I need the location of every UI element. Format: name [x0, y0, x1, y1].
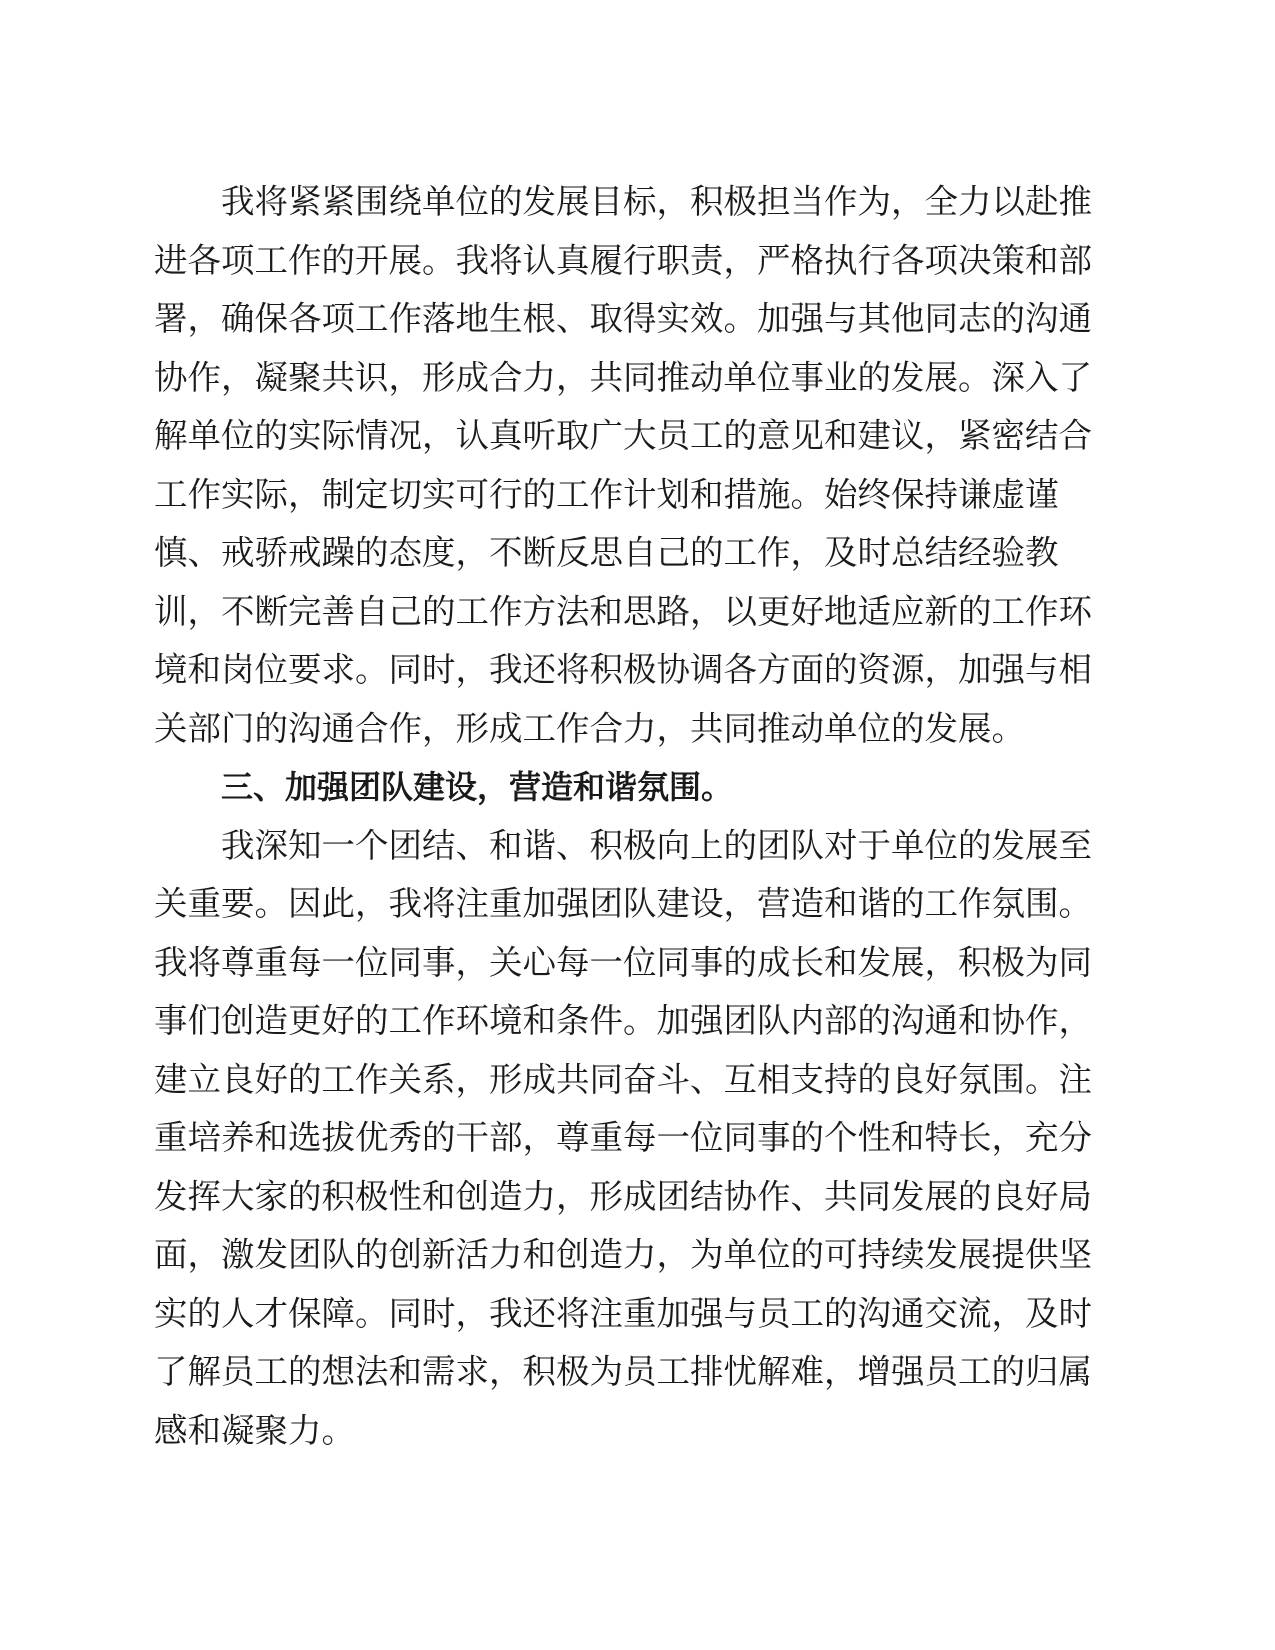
paragraph-line: 我将紧紧围绕单位的发展目标，积极担当作为，全力以赴推 [221, 182, 1092, 221]
paragraph-line: 署，确保各项工作落地生根、取得实效。加强与其他同志的沟通 [154, 299, 1092, 338]
paragraph-line: 我深知一个团结、和谐、积极向上的团队对于单位的发展至 [221, 825, 1092, 865]
paragraph-team-building [154, 817, 1092, 1461]
paragraph-line: 事们创造更好的工作环境和条件。加强团队内部的沟通和协作， [154, 1001, 1092, 1040]
section-heading: 三、加强团队建设，营造和谐氛围。 [221, 768, 734, 806]
paragraph-line: 重培养和选拔优秀的干部，尊重每一位同事的个性和特长，充分 [154, 1118, 1092, 1157]
paragraph-line: 感和凝聚力。 [154, 1410, 355, 1450]
paragraph-line: 慎、戒骄戒躁的态度，不断反思自己的工作，及时总结经验教 [154, 533, 1059, 572]
paragraph-line: 工作实际，制定切实可行的工作计划和措施。始终保持谦虚谨 [154, 474, 1059, 514]
paragraph-line: 了解员工的想法和需求，积极为员工排忧解难，增强员工的归属 [154, 1352, 1092, 1391]
paragraph-line: 关部门的沟通合作，形成工作合力，共同推动单位的发展。 [154, 708, 1025, 748]
paragraph-line: 我将尊重每一位同事，关心每一位同事的成长和发展，积极为同 [154, 942, 1092, 982]
paragraph-line: 发挥大家的积极性和创造力，形成团结协作、共同发展的良好局 [154, 1176, 1092, 1216]
paragraph-line: 训，不断完善自己的工作方法和思路，以更好地适应新的工作环 [154, 591, 1092, 631]
paragraph-line: 境和岗位要求。同时，我还将积极协调各方面的资源，加强与相 [154, 650, 1092, 689]
paragraph-line: 协作，凝聚共识，形成合力，共同推动单位事业的发展。深入了 [154, 357, 1092, 397]
document-page [154, 173, 1092, 1460]
paragraph-line: 解单位的实际情况，认真听取广大员工的意见和建议，紧密结合 [154, 416, 1092, 455]
paragraph-commitment [154, 173, 1092, 758]
paragraph-line: 面，激发团队的创新活力和创造力，为单位的可持续发展提供坚 [154, 1235, 1092, 1274]
paragraph-line: 关重要。因此，我将注重加强团队建设，营造和谐的工作氛围。 [154, 884, 1092, 923]
paragraph-line: 建立良好的工作关系，形成共同奋斗、互相支持的良好氛围。注 [154, 1059, 1092, 1099]
paragraph-line: 实的人才保障。同时，我还将注重加强与员工的沟通交流，及时 [154, 1293, 1092, 1333]
paragraph-line: 进各项工作的开展。我将认真履行职责，严格执行各项决策和部 [154, 240, 1092, 280]
